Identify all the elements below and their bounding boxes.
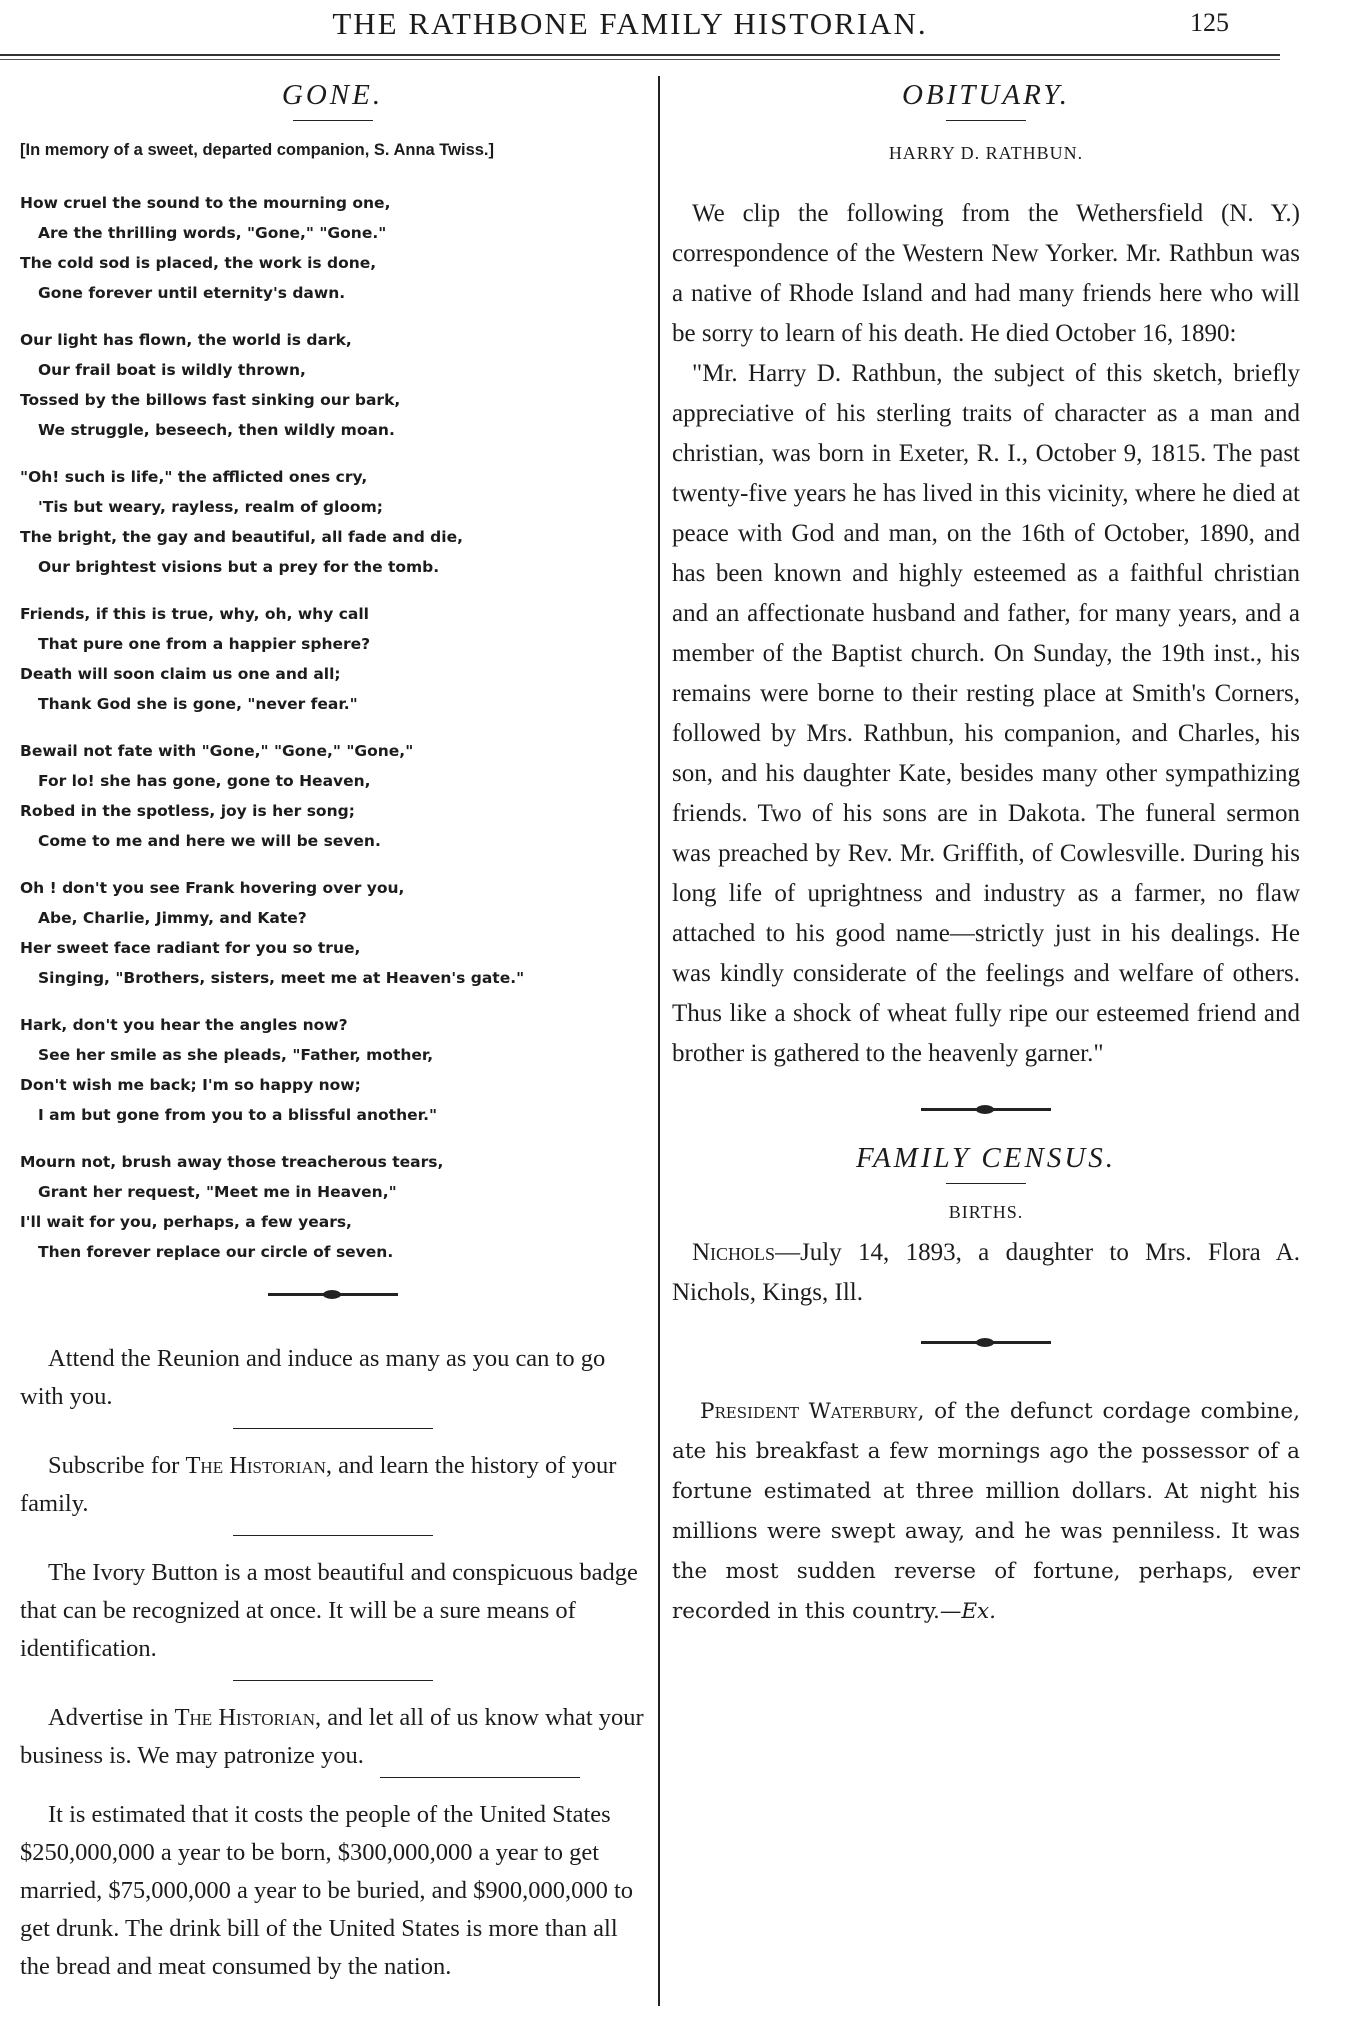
ornamental-rule bbox=[268, 1293, 398, 1300]
title-rule bbox=[293, 120, 373, 121]
birth-entry bbox=[672, 1233, 1300, 1313]
notice-text: , and learn the history of your family. bbox=[20, 1452, 617, 1517]
poem-stanza bbox=[20, 1010, 645, 1130]
poem-line: Abe, Charlie, Jimmy, and Kate? bbox=[38, 909, 307, 927]
left-column bbox=[20, 70, 645, 1986]
column-divider bbox=[658, 76, 660, 2006]
poem-line: Bewail not fate with "Gone," "Gone," "Gone," bbox=[20, 742, 414, 760]
poem-line: I'll wait for you, perhaps, a few years, bbox=[20, 1213, 352, 1231]
poem-line: See her smile as she pleads, "Father, mother, bbox=[38, 1046, 434, 1064]
poem-line: That pure one from a happier sphere? bbox=[38, 635, 371, 653]
poem-stanza bbox=[20, 599, 645, 719]
poem-line: Our light has flown, the world is dark, bbox=[20, 331, 352, 349]
obituary-title: OBITUARY. bbox=[901, 79, 1070, 111]
poem-line: The cold sod is placed, the work is done, bbox=[20, 254, 377, 272]
notice-advertise bbox=[20, 1699, 645, 1775]
right-column bbox=[672, 70, 1300, 1632]
notice-text: Advertise in bbox=[48, 1704, 175, 1731]
journal-name: The Historian bbox=[174, 1704, 316, 1731]
title-rule bbox=[946, 1183, 1026, 1184]
poem-line: Hark, don't you hear the angles now? bbox=[20, 1016, 348, 1034]
poem-line: Our frail boat is wildly thrown, bbox=[38, 361, 306, 379]
poem-stanza bbox=[20, 188, 645, 308]
notice-rule bbox=[233, 1428, 433, 1429]
poem-line: Tossed by the billows fast sinking our bark, bbox=[20, 391, 401, 409]
poem-line: Our brightest visions but a prey for the tomb. bbox=[38, 558, 440, 576]
poem-line: Her sweet face radiant for you so true, bbox=[20, 939, 361, 957]
births-heading: BIRTHS. bbox=[948, 1202, 1024, 1222]
poem-line: Robed in the spotless, joy is her song; bbox=[20, 802, 355, 820]
poem-line: For lo! she has gone, gone to Heaven, bbox=[38, 772, 371, 790]
obituary-intro: We clip the following from the Wethersfield (N. Y.) correspondence of the Western New Yorker. Mr. Rathbun was a native of Rhode Island and had many friends here who will be sorry to learn of his death. He died October 16, 1890: bbox=[672, 200, 1300, 347]
obituary-name: HARRY D. RATHBUN. bbox=[888, 143, 1084, 163]
poem-stanza bbox=[20, 873, 645, 993]
journal-name: The Historian bbox=[185, 1452, 326, 1479]
journal-title: THE RATHBONE FAMILY HISTORIAN. bbox=[332, 6, 928, 41]
notice-ivory-button: The Ivory Button is a most beautiful and conspicuous badge that can be recognized at once. It will be a sure means of identification. bbox=[20, 1559, 638, 1662]
ornamental-rule bbox=[921, 1341, 1051, 1348]
ornamental-rule bbox=[921, 1108, 1051, 1115]
poem-dedication: [In memory of a sweet, departed companion, S. Anna Twiss.] bbox=[20, 141, 495, 159]
poem-stanza bbox=[20, 736, 645, 856]
poem-line: Death will soon claim us one and all; bbox=[20, 665, 341, 683]
birth-details: —July 14, 1893, a daughter to Mrs. Flora A. Nichols, Kings, Ill. bbox=[672, 1239, 1300, 1306]
notice-text: Subscribe for bbox=[48, 1452, 186, 1479]
poem-stanza bbox=[20, 462, 645, 582]
poem-line: How cruel the sound to the mourning one, bbox=[20, 194, 391, 212]
page-header bbox=[0, 0, 1370, 60]
notice-rule bbox=[233, 1535, 433, 1536]
news-waterbury bbox=[672, 1392, 1300, 1632]
title-rule bbox=[946, 120, 1026, 121]
census-title: FAMILY CENSUS. bbox=[855, 1142, 1117, 1174]
obituary-quote: "Mr. Harry D. Rathbun, the subject of this sketch, briefly appreciative of his sterling traits of character as a man and christian, was born in Exeter, R. I., October 9, 1815. The past twenty-five years he has lived in this vicinity, where he died at peace with God and man, on the 16th of October, 1890, and has been known and highly esteemed as a faithful christian and an affectionate husband and father, for many years, and a member of the Baptist church. On Sunday, the 19th inst., his remains were borne to their resting place at Smith's Corners, followed by Mrs. Rathbun, his companion, and Charles, his son, and his daughter Kate, besides many other sympathizing friends. Two of his sons are in Dakota. The funeral sermon was preached by Rev. Mr. Griffith, of Cowlesville. During his long life of uprightness and industry as a farmer, no flaw attached to his good name—strictly just in his dealings. He was kindly considerate of the feelings and welfare of others. Thus like a shock of wheat fully ripe our esteemed friend and brother is gathered to the heavenly garner." bbox=[672, 360, 1300, 1067]
poem-title: GONE. bbox=[281, 79, 384, 111]
news-text: , of the defunct cordage combine, ate his breakfast a few mornings ago the possessor of a fortune estimated at three million dollars. At night his millions were swept away, and he was penniless. It was the most sudden reverse of fortune, perhaps, ever recorded in this country. bbox=[672, 1399, 1300, 1624]
poem-line: "Oh! such is life," the afflicted ones cry, bbox=[20, 468, 368, 486]
poem-line: Mourn not, brush away those treacherous tears, bbox=[20, 1153, 444, 1171]
news-lead: President Waterbury bbox=[700, 1399, 918, 1424]
notice-rule bbox=[233, 1680, 433, 1681]
poem-line: Friends, if this is true, why, oh, why call bbox=[20, 605, 369, 623]
poem-line: I am but gone from you to a blissful another." bbox=[38, 1106, 438, 1124]
page-number: 125 bbox=[1190, 8, 1229, 37]
poem-line: Singing, "Brothers, sisters, meet me at Heaven's gate." bbox=[38, 969, 525, 987]
poem-line: Don't wish me back; I'm so happy now; bbox=[20, 1076, 361, 1094]
notice-subscribe bbox=[20, 1447, 645, 1523]
birth-surname: Nichols bbox=[692, 1239, 776, 1266]
notice-text: , and let all of us know what your business is. We may patronize you. bbox=[20, 1704, 644, 1769]
notice-estimate: It is estimated that it costs the people of the United States $250,000,000 a year to be born, $300,000,000 a year to get married, $75,000,000 a year to be buried, and $900,000,000 to get drunk. The drink bill of the United States is more than all the bread and meat consumed by the nation. bbox=[20, 1801, 634, 1980]
notice-rule bbox=[380, 1777, 580, 1778]
poem-line: Gone forever until eternity's dawn. bbox=[38, 284, 346, 302]
notice-reunion: Attend the Reunion and induce as many as you can to go with you. bbox=[20, 1345, 606, 1410]
poem-body bbox=[20, 188, 645, 1267]
poem-line: Grant her request, "Meet me in Heaven," bbox=[38, 1183, 397, 1201]
poem-line: Come to me and here we will be seven. bbox=[38, 832, 381, 850]
poem-line: Thank God she is gone, "never fear." bbox=[38, 695, 358, 713]
news-source: —Ex. bbox=[939, 1599, 997, 1624]
poem-stanza bbox=[20, 1147, 645, 1267]
poem-line: 'Tis but weary, rayless, realm of gloom; bbox=[38, 498, 383, 516]
poem-line: We struggle, beseech, then wildly moan. bbox=[38, 421, 395, 439]
header-rule bbox=[0, 54, 1280, 60]
poem-stanza bbox=[20, 325, 645, 445]
poem-line: Then forever replace our circle of seven. bbox=[38, 1243, 394, 1261]
poem-line: Oh ! don't you see Frank hovering over you, bbox=[20, 879, 405, 897]
poem-line: The bright, the gay and beautiful, all fade and die, bbox=[20, 528, 463, 546]
poem-line: Are the thrilling words, "Gone," "Gone." bbox=[38, 224, 387, 242]
